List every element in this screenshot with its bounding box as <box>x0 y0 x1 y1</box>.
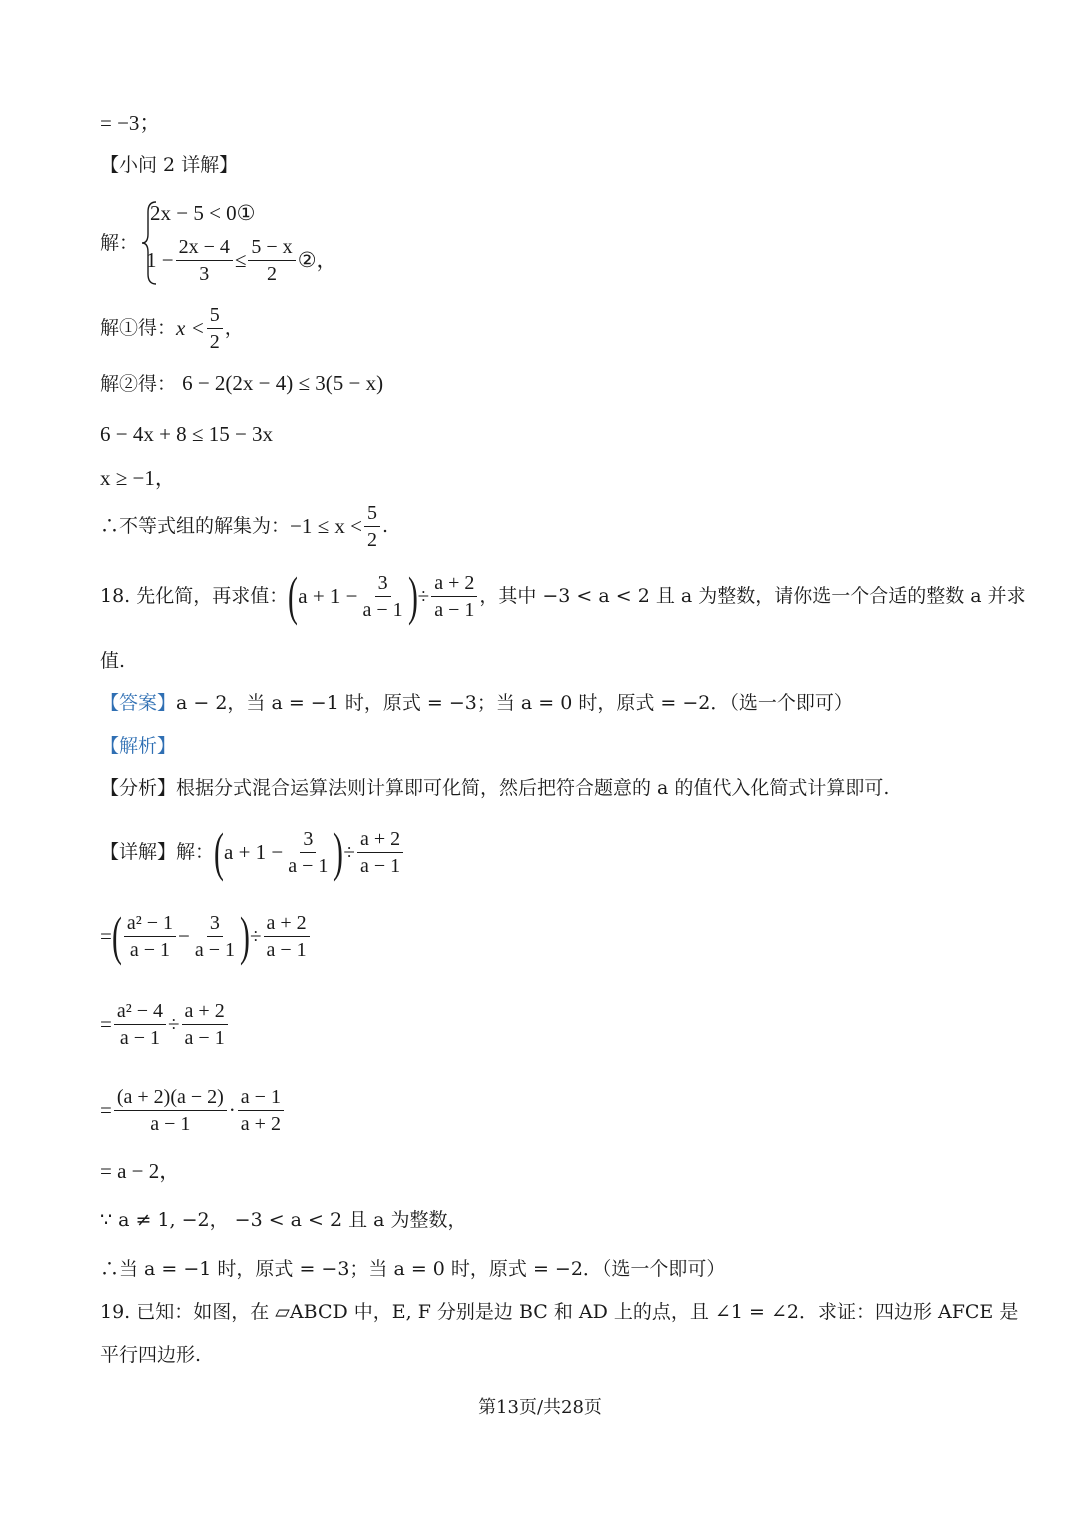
subquestion-2-heading: 【小问 2 详解】 <box>100 154 239 176</box>
divide-sign: ÷ <box>417 584 430 608</box>
fraction-numerator: 5 <box>364 500 380 527</box>
expr: a + 1 − <box>224 840 284 864</box>
fraction-numerator: 3 <box>375 570 391 597</box>
fraction-denominator: a + 2 <box>240 1112 281 1135</box>
question-18 <box>100 566 1026 626</box>
left-paren: ( <box>288 566 299 626</box>
system-row-1: 2x − 5 < 0① <box>150 201 256 225</box>
step-1 <box>100 906 312 966</box>
fraction-numerator: (a + 2)(a − 2) <box>114 1084 227 1111</box>
solution-set-label: ∴不等式组的解集为： <box>100 515 291 537</box>
equals: = <box>100 924 112 948</box>
fraction-denominator: a − 1 <box>362 598 403 621</box>
right-paren: ) <box>240 906 250 966</box>
fraction-denominator: 2 <box>267 262 278 285</box>
question-18-condition: ，其中 −3 < a < 2 且 a 为整数，请你选一个合适的整数 a 并求 <box>479 585 1026 607</box>
step-3 <box>100 1080 286 1140</box>
fraction-numerator: a² − 1 <box>124 910 176 937</box>
system-label: 解： <box>100 232 139 254</box>
page-footer: 第13页/共28页 <box>478 1397 602 1418</box>
fraction-denominator: 2 <box>366 528 377 551</box>
divide-sign: ÷ <box>343 840 355 864</box>
fraction-numerator: a + 2 <box>264 910 310 937</box>
fraction-denominator: a − 1 <box>194 938 235 961</box>
fraction-numerator: 2x − 4 <box>176 234 233 261</box>
system-row-2-prefix: 1 − <box>146 248 174 272</box>
fraction-denominator: a − 1 <box>434 598 475 621</box>
solution-set-expr: −1 ≤ x < <box>290 514 362 538</box>
step-result-line: = −3； <box>100 111 161 135</box>
equals: = <box>100 1012 112 1036</box>
analysis-text: 【分析】根据分式混合运算法则计算即可化简，然后把符合题意的 a 的值代入化简式计算即可. <box>100 777 890 799</box>
divide-sign: ÷ <box>249 924 262 948</box>
fraction-numerator: 5 − x <box>248 234 295 261</box>
fraction-denominator: a − 1 <box>266 938 307 961</box>
solve-2-expr: 6 − 2(2x − 4) ≤ 3(5 − x) <box>182 371 384 395</box>
fraction-numerator: a + 2 <box>431 570 477 597</box>
question-19: 19. 已知：如图，在 ▱ABCD 中，E, F 分别是边 BC 和 AD 上的点，且 ∠1 = ∠2．求证：四边形 AFCE 是 <box>100 1301 1019 1323</box>
period: . <box>381 515 389 537</box>
fraction-denominator: a − 1 <box>288 854 329 877</box>
step-line: x ≥ −1， <box>100 466 176 490</box>
solve-1-label: 解①得： <box>100 317 177 339</box>
therefore-line: ∴当 a = −1 时，原式 = −3；当 a = 0 时，原式 = −2．（选一个即可） <box>100 1258 726 1280</box>
divide-sign: ÷ <box>168 1012 180 1036</box>
answer-tag: 【答案】 <box>100 692 177 714</box>
fraction-numerator: a − 1 <box>238 1084 284 1111</box>
step-4: = a − 2， <box>100 1159 181 1183</box>
fraction-numerator: 3 <box>207 910 223 937</box>
step-2 <box>100 994 230 1054</box>
fraction-denominator: a − 1 <box>150 1112 191 1135</box>
fraction-denominator: a − 1 <box>119 1026 160 1049</box>
solve-2-line <box>100 370 383 397</box>
answer-line <box>100 690 853 716</box>
right-paren: ) <box>333 822 344 882</box>
detail-label: 【详解】解： <box>100 841 215 863</box>
question-18-prefix: 18. 先化简，再求值： <box>100 585 289 607</box>
because-line: ∵ a ≠ 1, −2， −3 < a < 2 且 a 为整数， <box>100 1209 467 1231</box>
detail-line <box>100 822 405 882</box>
expr: a + 1 − <box>298 584 358 608</box>
comma: ， <box>224 317 244 339</box>
equals: = <box>100 1098 112 1122</box>
fraction-numerator: a + 2 <box>357 826 403 853</box>
question-19-continuation: 平行四边形. <box>100 1344 202 1366</box>
solve-1-expr: x < <box>176 316 205 340</box>
solve-1-line <box>100 300 244 356</box>
answer-body: a − 2，当 a = −1 时，原式 = −3；当 a = 0 时，原式 = −2．（选一个即可） <box>176 692 853 714</box>
system-row-2 <box>146 232 338 288</box>
fraction-denominator: 3 <box>199 262 210 285</box>
left-paren: ( <box>111 906 122 966</box>
analysis-tag: 【解析】 <box>100 735 177 757</box>
solution-set-line <box>100 498 388 554</box>
fraction-numerator: 3 <box>300 826 316 853</box>
leq-sign: ≤ <box>234 248 247 272</box>
fraction-denominator: a − 1 <box>359 854 401 877</box>
right-paren: ) <box>407 566 418 626</box>
fraction-denominator: 2 <box>209 330 220 353</box>
fraction-numerator: a² − 4 <box>114 998 166 1025</box>
circled-two: ②， <box>297 248 338 272</box>
fraction-numerator: 5 <box>207 302 223 329</box>
minus: − <box>177 924 190 948</box>
fraction-numerator: a + 2 <box>182 998 228 1025</box>
dot-sign: · <box>228 1098 236 1122</box>
left-paren: ( <box>214 822 224 882</box>
question-18-continuation: 值. <box>100 650 126 672</box>
solve-2-label: 解②得： <box>100 373 177 395</box>
fraction-denominator: a − 1 <box>184 1026 225 1049</box>
fraction-denominator: a − 1 <box>129 938 170 961</box>
step-line: 6 − 4x + 8 ≤ 15 − 3x <box>100 422 274 446</box>
